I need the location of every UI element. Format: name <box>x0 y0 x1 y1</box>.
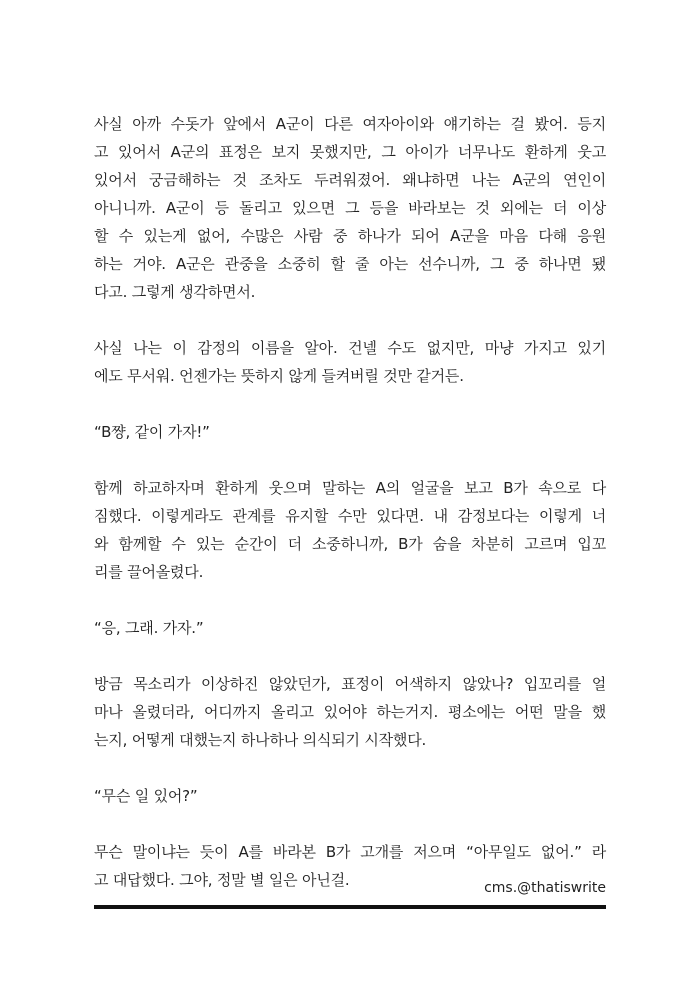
story-text <box>94 110 606 922</box>
text-line: “응, 그래. 가자.” <box>94 619 204 637</box>
text-line: 짐했다. 이렇게라도 관계를 유지할 수만 있다면. 내 감정보다는 이렇게 너 <box>94 507 606 525</box>
text-line: 고 대답했다. 그야, 정말 별 일은 아닌걸. <box>94 871 350 889</box>
paragraph <box>94 334 606 390</box>
text-line: 다고. 그렇게 생각하면서. <box>94 283 256 301</box>
text-line: 있어서 궁금해하는 것 조차도 두려워졌어. 왜냐하면 나는 A군의 연인이 <box>94 171 606 189</box>
text-line: 무슨 말이냐는 듯이 A를 바라본 B가 고개를 저으며 “아무일도 없어.” 라 <box>94 843 606 861</box>
paragraph <box>94 474 606 586</box>
text-line: 아니니까. A군이 등 돌리고 있으면 그 등을 바라보는 것 외에는 더 이상 <box>94 199 606 217</box>
text-line: 하는 거야. A군은 관중을 소중히 할 줄 아는 선수니까, 그 중 하나면 됐 <box>94 255 606 273</box>
text-line: 사실 나는 이 감정의 이름을 알아. 건넬 수도 없지만, 마냥 가지고 있기 <box>94 339 606 357</box>
text-line: “무슨 일 있어?” <box>94 787 198 805</box>
text-line: 사실 아까 수돗가 앞에서 A군이 다른 여자아이와 얘기하는 걸 봤어. 등지 <box>94 115 606 133</box>
text-line: 마나 올렸더라, 어디까지 올리고 있어야 하는거지. 평소에는 어떤 말을 했 <box>94 703 606 721</box>
author-credit: cms.@thatiswrite <box>484 880 606 896</box>
text-line: 와 함께할 수 있는 순간이 더 소중하니까, B가 숨을 차분히 고르며 입꼬 <box>94 535 606 553</box>
dialogue <box>94 782 606 810</box>
dialogue <box>94 614 606 642</box>
text-line: 방금 목소리가 이상하진 않았던가, 표정이 어색하지 않았나? 입꼬리를 얼 <box>94 675 606 693</box>
dialogue <box>94 418 606 446</box>
paragraph <box>94 670 606 754</box>
text-line: 할 수 있는게 없어, 수많은 사람 중 하나가 되어 A군을 마음 다해 응원 <box>94 227 606 245</box>
paragraph <box>94 110 606 306</box>
text-line: “B쨩, 같이 가자!” <box>94 423 210 441</box>
footer-divider <box>94 905 606 909</box>
text-line: 에도 무서워. 언젠가는 뜻하지 않게 들켜버릴 것만 같거든. <box>94 367 464 385</box>
text-line: 고 있어서 A군의 표정은 보지 못했지만, 그 아이가 너무나도 환하게 웃고 <box>94 143 606 161</box>
text-line: 는지, 어떻게 대했는지 하나하나 의식되기 시작했다. <box>94 731 427 749</box>
text-line: 함께 하교하자며 환하게 웃으며 말하는 A의 얼굴을 보고 B가 속으로 다 <box>94 479 606 497</box>
text-line: 리를 끌어올렸다. <box>94 563 204 581</box>
